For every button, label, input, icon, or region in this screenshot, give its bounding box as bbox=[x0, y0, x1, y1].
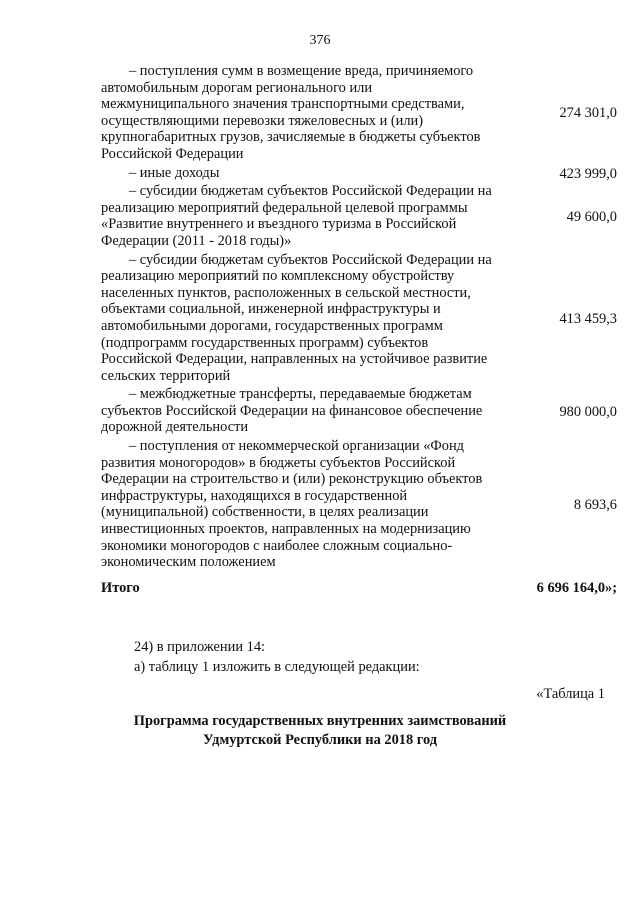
table-row bbox=[101, 386, 617, 438]
row-description-cell bbox=[101, 165, 501, 184]
amendment-subitem: а) таблицу 1 изложить в следующей редакции: bbox=[134, 659, 420, 675]
table-row bbox=[101, 252, 617, 387]
income-table bbox=[101, 63, 617, 597]
row-description: – иные доходы bbox=[129, 164, 220, 181]
total-row bbox=[101, 573, 617, 597]
row-description: – поступления от некоммерческой организации «Фонд развития моногородов» в бюджеты субъектов Российской Федерации на строительство и (или) реконструкцию объектов инфраструктуры, находящихся в государственной (муниципальной) собственности, в целях реализации инвестиционных проектов, направленных на модернизацию экономики моногородов с наиболее сложным социально-экономическим положением bbox=[101, 438, 483, 571]
row-amount: 413 459,3 bbox=[559, 310, 617, 327]
table-row bbox=[101, 438, 617, 573]
program-title-line-1: Программа государственных внутренних заимствований bbox=[133, 713, 507, 729]
total-amount: 6 696 164,0»; bbox=[536, 579, 617, 596]
row-description-cell bbox=[101, 183, 501, 251]
row-amount: 274 301,0 bbox=[559, 105, 617, 122]
row-description: – поступления сумм в возмещение вреда, причиняемого автомобильным дорогам регионального или межмуниципального значения транспортными средствами, осуществляющими перевозки тяжеловесных и (или) крупногабаритных грузов, зачисляемые в бюджеты субъектов Российской Федерации bbox=[101, 63, 481, 162]
row-description: – субсидии бюджетам субъектов Российской Федерации на реализацию мероприятий федеральной целевой программы «Развитие внутреннего и въездного туризма в Российской Федерации (2011 - 2018 годы)» bbox=[101, 183, 492, 249]
page-number: 376 bbox=[309, 33, 331, 48]
amendment-item: 24) в приложении 14: bbox=[134, 639, 266, 655]
row-description: – субсидии бюджетам субъектов Российской Федерации на реализацию мероприятий по комплексному обустройству населенных пунктов, расположенных в сельской местности, объектами социальной, инженерной инфраструктуры и автомобильными дорогами, государственных программ (подпрограмм государственных программ) субъектов Российской Федерации, направленных на устойчивое развитие сельских территорий bbox=[101, 251, 492, 384]
row-description-cell bbox=[101, 438, 501, 573]
table-row bbox=[101, 165, 617, 184]
amendment-block bbox=[134, 637, 420, 677]
total-label: Итого bbox=[101, 579, 140, 596]
table-row bbox=[101, 63, 617, 165]
row-description-cell bbox=[101, 63, 501, 165]
row-description: – межбюджетные трансферты, передаваемые бюджетам субъектов Российской Федерации на финансовое обеспечение дорожной деятельности bbox=[101, 386, 483, 436]
row-amount: 980 000,0 bbox=[559, 403, 617, 420]
row-amount: 49 600,0 bbox=[566, 209, 617, 226]
program-title bbox=[0, 712, 640, 750]
table-row bbox=[101, 183, 617, 251]
row-amount: 423 999,0 bbox=[559, 165, 617, 182]
table-label: «Таблица 1 bbox=[536, 686, 605, 702]
program-title-line-2: Удмуртской Республики на 2018 год bbox=[202, 732, 437, 748]
row-amount: 8 693,6 bbox=[573, 497, 617, 514]
income-table-body bbox=[101, 63, 617, 597]
row-description-cell bbox=[101, 386, 501, 438]
row-description-cell bbox=[101, 252, 501, 387]
